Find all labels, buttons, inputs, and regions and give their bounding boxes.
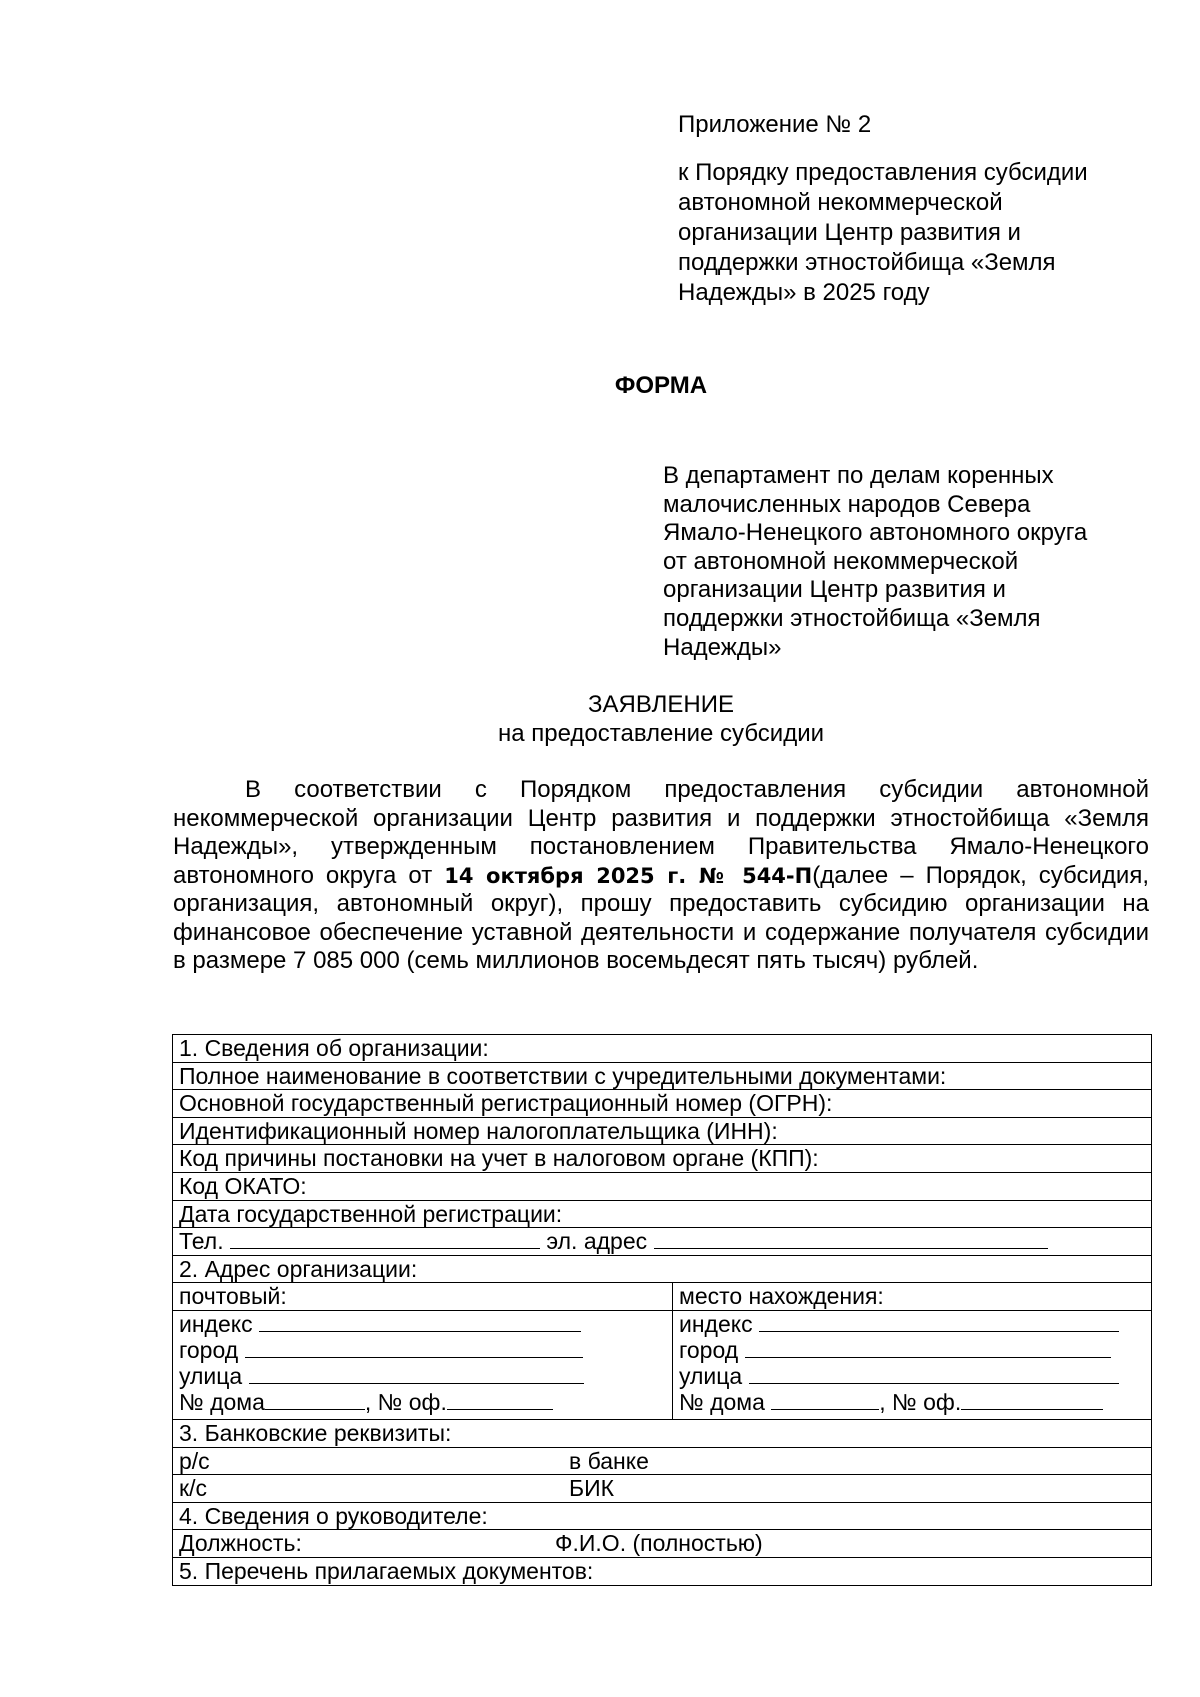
- table-row: [173, 1283, 1152, 1311]
- reg-date-field: Дата государственной регистрации:: [173, 1200, 1152, 1228]
- table-row: [173, 1117, 1152, 1145]
- location-index-label: индекс: [679, 1310, 753, 1337]
- inn-field: Идентификационный номер налогоплательщика (ИНН):: [173, 1117, 1152, 1145]
- appendix-line: Надежды» в 2025 году: [678, 279, 930, 306]
- location-office-label: , № оф.: [879, 1388, 962, 1415]
- settlement-account-field: [173, 1447, 1152, 1475]
- ogrn-field: Основной государственный регистрационный номер (ОГРН):: [173, 1090, 1152, 1118]
- table-row: [173, 1475, 1152, 1503]
- rs-label: р/с: [179, 1447, 210, 1474]
- location-office-line: [961, 1389, 1103, 1410]
- postal-house-line: [265, 1389, 365, 1410]
- ks-label: к/с: [179, 1475, 207, 1502]
- addressee-line: В департамент по делам коренных: [663, 462, 1054, 489]
- addressee-block: [663, 462, 1163, 662]
- documents-list-header: 5. Перечень прилагаемых документов:: [173, 1557, 1152, 1585]
- table-row: [173, 1035, 1152, 1063]
- fio-label: Ф.И.О. (полностью): [555, 1530, 763, 1557]
- postal-address-cell: [173, 1310, 673, 1419]
- kpp-field: Код причины постановки на учет в налоговом органе (КПП):: [173, 1145, 1152, 1173]
- head-position-field: [173, 1530, 1152, 1558]
- bik-label: БИК: [569, 1475, 615, 1502]
- table-row: [173, 1090, 1152, 1118]
- phone-label: Тел.: [179, 1228, 224, 1255]
- table-row: [173, 1062, 1152, 1090]
- location-street-line: [749, 1363, 1119, 1384]
- location-city-line: [745, 1337, 1111, 1358]
- application-subtitle: на предоставление субсидии: [497, 720, 825, 747]
- application-heading: [0, 690, 1200, 748]
- table-row: [173, 1502, 1152, 1530]
- appendix-line: автономной некоммерческой: [678, 189, 1003, 216]
- phone-line: [230, 1228, 540, 1249]
- location-index-line: [759, 1311, 1119, 1332]
- postal-index-line: [259, 1311, 581, 1332]
- contacts-field: [173, 1228, 1152, 1256]
- email-line: [654, 1228, 1048, 1249]
- table-row: [173, 1200, 1152, 1228]
- correspondent-account-field: [173, 1475, 1152, 1503]
- table-row: [173, 1419, 1152, 1447]
- full-name-field: Полное наименование в соответствии с учредительными документами:: [173, 1062, 1152, 1090]
- appendix-number: Приложение № 2: [678, 111, 872, 138]
- table-row: [173, 1447, 1152, 1475]
- appendix-line: поддержки этностойбища «Земля: [678, 249, 1056, 276]
- postal-house-label: № дома: [179, 1388, 265, 1415]
- postal-city-label: город: [179, 1336, 239, 1363]
- appendix-line: к Порядку предоставления субсидии: [678, 159, 1088, 186]
- email-label: эл. адрес: [546, 1228, 648, 1255]
- table-row: [173, 1145, 1152, 1173]
- postal-office-label: , № оф.: [364, 1388, 447, 1415]
- addressee-line: малочисленных народов Севера: [663, 490, 1031, 518]
- postal-city-line: [245, 1337, 583, 1358]
- location-street-label: улица: [679, 1362, 743, 1389]
- bank-header: 3. Банковские реквизиты:: [173, 1419, 1152, 1447]
- appendix-line: организации Центр развития и: [678, 219, 1021, 246]
- location-address-cell: [673, 1310, 1152, 1419]
- bank-name-label: в банке: [569, 1447, 649, 1474]
- table-row: [173, 1228, 1152, 1256]
- table-row: [173, 1310, 1152, 1419]
- application-title: ЗАЯВЛЕНИЕ: [588, 691, 734, 718]
- postal-index-label: индекс: [179, 1310, 253, 1337]
- body-text-end: (далее – Порядок, субсидия, организация, автономный округ), прошу предоставить субсидию организации на финансовое обеспечение уставной деятельности и содержание получателя субсидии в размере 7 085 000 (семь миллионов восемьдесят пять тысяч) рублей.: [173, 861, 1149, 974]
- table-row: [173, 1530, 1152, 1558]
- body-text-start: В соответствии с Порядком предоставления субсидии автономной некоммерческой организации Центр развития и поддержки этностойбища «Земля Надежды», утвержденным постановлением Правительства Ямало-Ненецкого автономного округа от: [173, 776, 1149, 889]
- addressee-line: поддержки этностойбища «Земля: [663, 604, 1041, 632]
- addressee-line: от автономной некоммерческой: [663, 547, 1019, 575]
- table-row: [173, 1172, 1152, 1200]
- form-title: ФОРМА: [614, 372, 708, 399]
- location-address-header: место нахождения:: [673, 1283, 1152, 1311]
- address-header: 2. Адрес организации:: [173, 1255, 1152, 1283]
- position-label: Должность:: [179, 1530, 302, 1557]
- addressee-line: организации Центр развития и: [663, 576, 1006, 604]
- postal-street-line: [249, 1363, 584, 1384]
- head-info-header: 4. Сведения о руководителе:: [173, 1502, 1152, 1530]
- postal-street-label: улица: [179, 1362, 243, 1389]
- okato-field: Код ОКАТО:: [173, 1172, 1152, 1200]
- decree-reference: 14 октября 2025 г. № 544-П: [444, 863, 813, 888]
- application-body: [173, 776, 1149, 976]
- postal-office-line: [447, 1389, 553, 1410]
- organization-form-table: [172, 1034, 1152, 1586]
- org-info-header: 1. Сведения об организации:: [173, 1035, 1152, 1063]
- addressee-line: Ямало-Ненецкого автономного округа: [663, 519, 1088, 547]
- location-house-label: № дома: [679, 1388, 765, 1415]
- addressee-line: Надежды»: [663, 633, 782, 661]
- location-city-label: город: [679, 1336, 739, 1363]
- table-row: [173, 1255, 1152, 1283]
- appendix-block: [678, 110, 1148, 308]
- table-row: [173, 1557, 1152, 1585]
- location-house-line: [771, 1389, 879, 1410]
- postal-address-header: почтовый:: [173, 1283, 673, 1311]
